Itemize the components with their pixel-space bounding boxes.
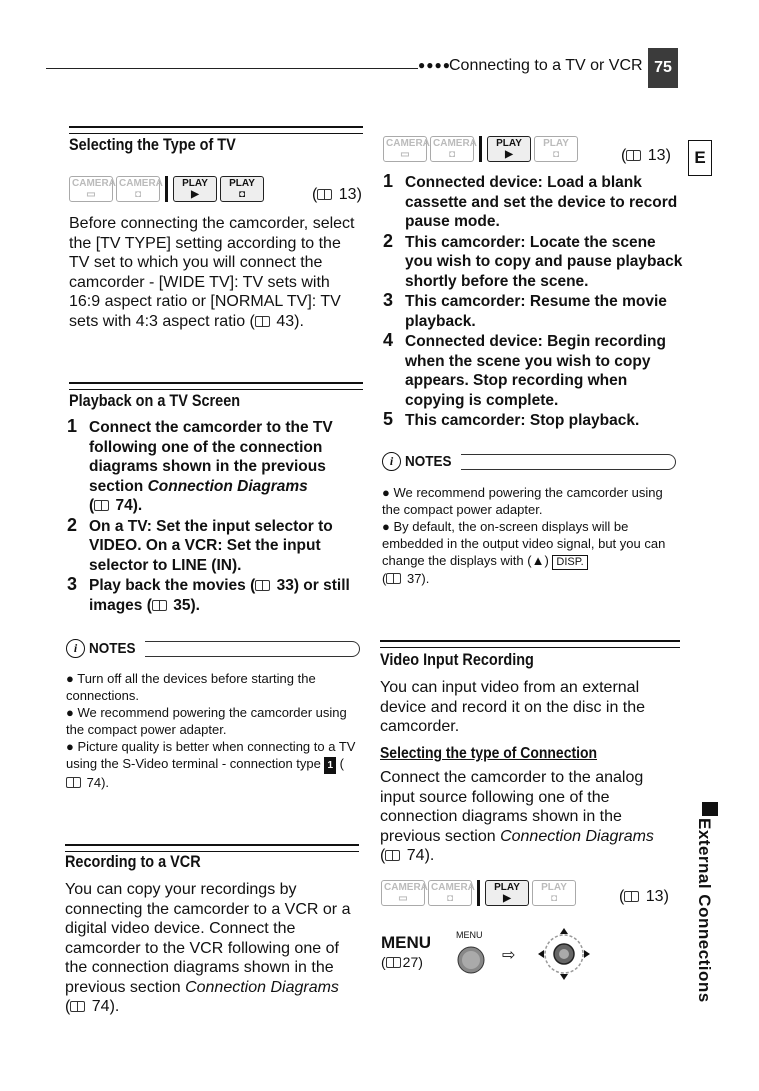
mode-play-movie: PLAY ▶ [173,176,217,202]
mode-play-photo: PLAY ◘ [532,880,576,906]
copy-step: 5 This camcorder: Stop playback. [383,409,640,429]
header-rule [46,68,418,69]
mode-play-movie: PLAY ▶ [487,136,531,162]
notes-header: i NOTES [66,639,360,658]
notes-frame [461,454,676,470]
section-rule [69,382,363,390]
page-ref: ( 13) [619,888,669,905]
section-rule [69,126,363,134]
mode-play-photo: PLAY ◘ [534,136,578,162]
book-icon [70,1001,85,1012]
book-icon [152,600,167,611]
notes-list [66,670,360,791]
book-icon [317,189,332,200]
notes-header: i NOTES [382,452,676,471]
mode-bar [381,880,576,906]
book-icon [386,957,401,968]
side-tab: External Connections [695,818,714,1003]
menu-page-ref: ( 27) [381,954,423,970]
note-item: ● We recommend powering the camcorder using the compact power adapter. [66,705,347,737]
info-icon: i [382,452,401,471]
copy-step: 3 This camcorder: Resume the movie playback. [383,290,667,330]
mode-camera-photo: CAMERA ◘ [428,880,472,906]
tv-type-paragraph: Before connecting the camcorder, select the [TV TYPE] setting according to the TV set to which you will connect the camcorder - [WIDE TV]: TV sets with 16:9 aspect ratio or [NORMAL TV]: TV sets with 4:3 aspect ratio ( 43). [69,215,355,330]
note-item: ● We recommend powering the camcorder using the compact power adapter. [382,485,663,517]
section-title-video-input: Video Input Recording [380,650,534,669]
info-icon: i [66,639,85,658]
connection-paragraph: Connect the camcorder to the analog input source following one of the connection diagrams shown in the previous section Connection Diagrams ( 74). [380,769,654,864]
book-icon [66,777,81,788]
playback-step: 2 On a TV: Set the input selector to VIDEO. On a VCR: Set the input selector to LINE (IN). [67,514,333,574]
playback-steps [67,418,363,616]
copy-step: 2 This camcorder: Locate the scene you wish to copy and pause playback shortly before the scene. [383,230,683,290]
mode-camera-movie: CAMERA ▭ [383,136,427,162]
book-icon [626,150,641,161]
header-dots: ●●●● [418,58,451,72]
joystick-icon [536,926,592,982]
mode-bar [383,136,578,162]
book-icon [385,850,400,861]
section-tab-marker [702,802,718,816]
mode-camera-photo: CAMERA ◘ [116,176,160,202]
recording-paragraph: You can copy your recordings by connecting the camcorder to a VCR or a digital video device. Connect the camcorder to the VCR following one of the connection diagrams shown in the previous section Connection Diagrams ( 74). [65,881,351,1015]
copy-steps [383,173,683,432]
page-number: 75 [648,48,678,88]
menu-button-icon [455,944,487,976]
mode-separator [477,880,480,906]
arrow-right-icon: ⇨ [502,947,516,964]
menu-button-caption: MENU [456,930,483,940]
page-ref: ( 13) [621,147,671,164]
mode-bar [69,176,264,202]
book-icon [255,316,270,327]
note-item: ● Turn off all the devices before starting the connections. [66,671,316,703]
mode-camera-movie: CAMERA ▭ [381,880,425,906]
section-title-tv-type: Selecting the Type of TV [69,135,236,154]
copy-step: 4 Connected device: Begin recording when the scene you wish to copy appears. Stop recording when copying is complete. [383,330,666,409]
notes-frame [145,641,360,657]
note-item: ● Picture quality is better when connecting to a TV using the S-Video terminal - connection type 1 ( 74). [66,739,356,790]
mode-play-photo: PLAY ◘ [220,176,264,202]
playback-step: 3 Play back the movies ( 33) or still images ( 35). [67,574,350,614]
copy-step: 1 Connected device: Load a blank cassette and set the device to record pause mode. [383,171,678,230]
section-rule [65,844,359,852]
section-title-playback: Playback on a TV Screen [69,391,241,410]
mode-camera-photo: CAMERA ◘ [430,136,474,162]
video-input-paragraph: You can input video from an external device and record it on the disc in the camcorder. [380,679,646,735]
menu-label: MENU [381,933,432,952]
book-icon [255,580,270,591]
mode-camera-movie: CAMERA ▭ [69,176,113,202]
subsection-title: Selecting the type of Connection [380,745,598,762]
page-ref: ( 13) [312,186,362,203]
mode-separator [479,136,482,162]
book-icon [386,573,401,584]
section-title-recording: Recording to a VCR [65,852,201,871]
language-tab: E [688,140,712,176]
disp-button-label: DISP. [552,555,587,570]
playback-step: 1 Connect the camcorder to the TV following one of the connection diagrams shown in the previous section Connection Diagrams ( 74). [67,416,333,514]
mode-play-movie: PLAY ▶ [485,880,529,906]
notes-list [382,484,668,587]
book-icon [624,891,639,902]
book-icon [94,500,109,511]
section-rule [380,640,680,648]
mode-separator [165,176,168,202]
note-item: ● By default, the on-screen displays will be embedded in the output video signal, but you can change the displays with (▲) DISP. ( 37). [382,519,666,586]
header-title: Connecting to a TV or VCR [449,57,643,74]
